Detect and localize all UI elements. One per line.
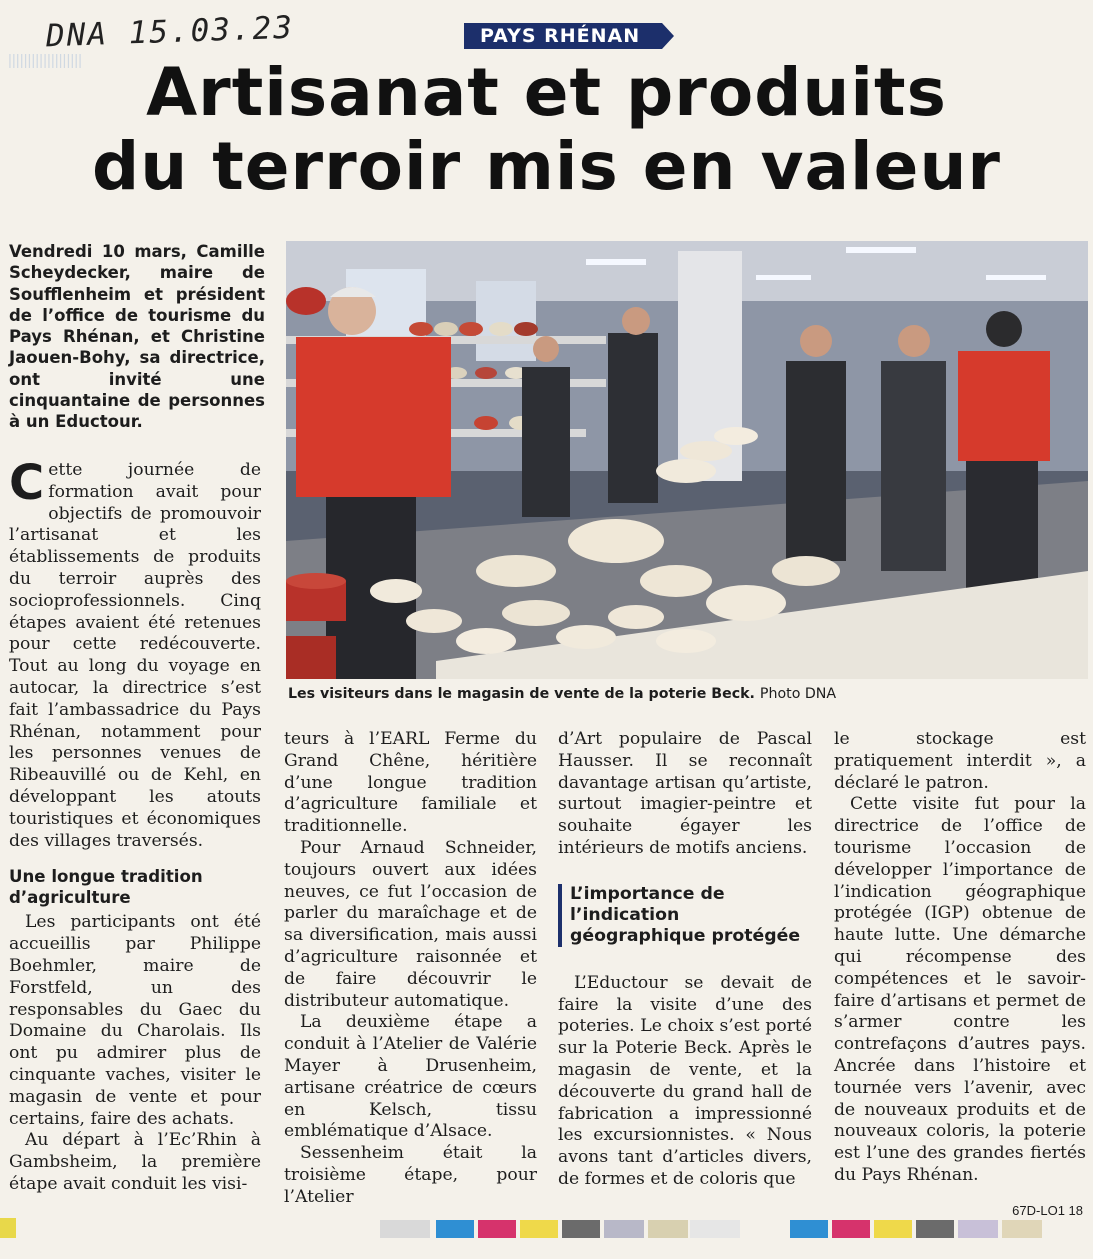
print-registration-marks	[0, 1214, 1093, 1242]
article-column-2	[284, 729, 537, 1209]
subheading: Une longue tradition d’agriculture	[9, 867, 203, 908]
paragraph: le stockage est pratiquement interdit », a déclaré le patron.	[834, 729, 1086, 793]
paragraph: Au départ à l’Ec’Rhin à Gambsheim, la première étape avait conduit les visi-	[9, 1130, 261, 1194]
drop-cap: C	[9, 455, 45, 511]
headline-line-2: du terroir mis en valeur	[92, 128, 1001, 205]
article-photo	[286, 241, 1088, 679]
paragraph: Les participants ont été accueillis par Philippe Boehmler, maire de Forstfeld, un des responsables du Gaec du Domaine du Charolais. Ils ont pu admirer plus de cinquante vaches, visiter le magasin de vente et pour certains, faire des achats.	[9, 912, 261, 1129]
handwritten-date: DNA 15.03.23	[45, 9, 295, 55]
paragraph: Sessenheim était la troisième étape, pour l’Atelier	[284, 1143, 537, 1207]
paragraph: teurs à l’EARL Ferme du Grand Chêne, héritière d’une longue tradition d’agriculture familiale et traditionnelle.	[284, 729, 537, 837]
pottery-shop-photo	[286, 241, 1088, 679]
caption-text: Les visiteurs dans le magasin de vente de la poterie Beck.	[288, 686, 755, 702]
paragraph: La deuxième étape a conduit à l’Atelier de Valérie Mayer à Drusenheim, artisane créatrice de cœurs en Kelsch, tissu emblématique d’Alsace.	[284, 1012, 537, 1142]
photo-credit: Photo DNA	[759, 686, 837, 702]
paragraph	[9, 455, 261, 852]
paragraph: L’Eductour se devait de faire la visite d’une des poteries. Le choix s’est porté sur la Poterie Beck. Après le magasin de vente, et la découverte du grand hall de fabrication a impressionné les excursionnistes. « Nous avons tant d’articles divers, de formes et de coloris que	[558, 972, 812, 1189]
ceiling-light	[586, 259, 646, 265]
ceiling-light	[986, 275, 1046, 280]
paragraph-text: ette journée de formation avait pour objectifs de promouvoir l’artisanat et les établissements de produits du terroir auprès des socioprofessionnels. Cinq étapes avaient été retenues pour cette redécouverte. Tout au long du voyage en autocar, la directrice s’est fait l’ambassadrice du Pays Rhénan, notamment pour les personnes venues de Ribeauvillé ou de Kehl, en développant les atouts touristiques et économiques des villages traversés.	[9, 460, 261, 851]
ceiling-light	[756, 275, 811, 280]
article-column-3	[558, 729, 812, 1191]
headline-line-1: Artisanat et produits	[146, 54, 947, 131]
paragraph: Pour Arnaud Schneider, toujours ouvert aux idées neuves, ce fut l’occasion de parler du maraîchage et de sa diversification, mais aussi d’agriculture raisonnée et de faire découvrir le distributeur automatique.	[284, 837, 537, 1011]
section-rubric: PAYS RHÉNAN	[464, 23, 662, 49]
article-column-1	[9, 455, 261, 1196]
lead-paragraph: Vendredi 10 mars, Camille Scheydecker, maire de Soufflenheim et président de l’office de tourisme du Pays Rhénan, et Christine Jaouen-Bohy, sa directrice, ont invité une cinquantaine de personnes à un Eductour.	[9, 242, 265, 432]
subheading-igp: L’importance de l’indication géographique protégée	[558, 884, 812, 947]
headline	[0, 56, 1093, 204]
paragraph: d’Art populaire de Pascal Hausser. Il se reconnaît davantage artisan qu’artiste, surtout imagier-peintre et souhaite égayer les intérieurs de motifs anciens.	[558, 729, 812, 858]
bleed-through-text: |||||||||||||||||||	[8, 52, 83, 69]
page-code: 67D-LO1 18	[1012, 1203, 1083, 1218]
window	[476, 281, 536, 361]
ceiling-light	[846, 247, 916, 253]
article-column-4	[834, 729, 1086, 1187]
paragraph: Cette visite fut pour la directrice de l’office de tourisme l’occasion de développer l’importance de l’indication géographique protégée (IGP) obtenue de haute lutte. Une démarche qui récompense des compétences et le savoir-faire d’artisans et permet de s’armer contre les contrefaçons d’autres pays. Ancrée dans l’histoire et tournée vers l’avenir, avec de nouveaux produits et de nouveaux coloris, la poterie est l’une des grandes fiertés du Pays Rhénan.	[834, 794, 1086, 1185]
photo-caption	[288, 686, 1088, 702]
